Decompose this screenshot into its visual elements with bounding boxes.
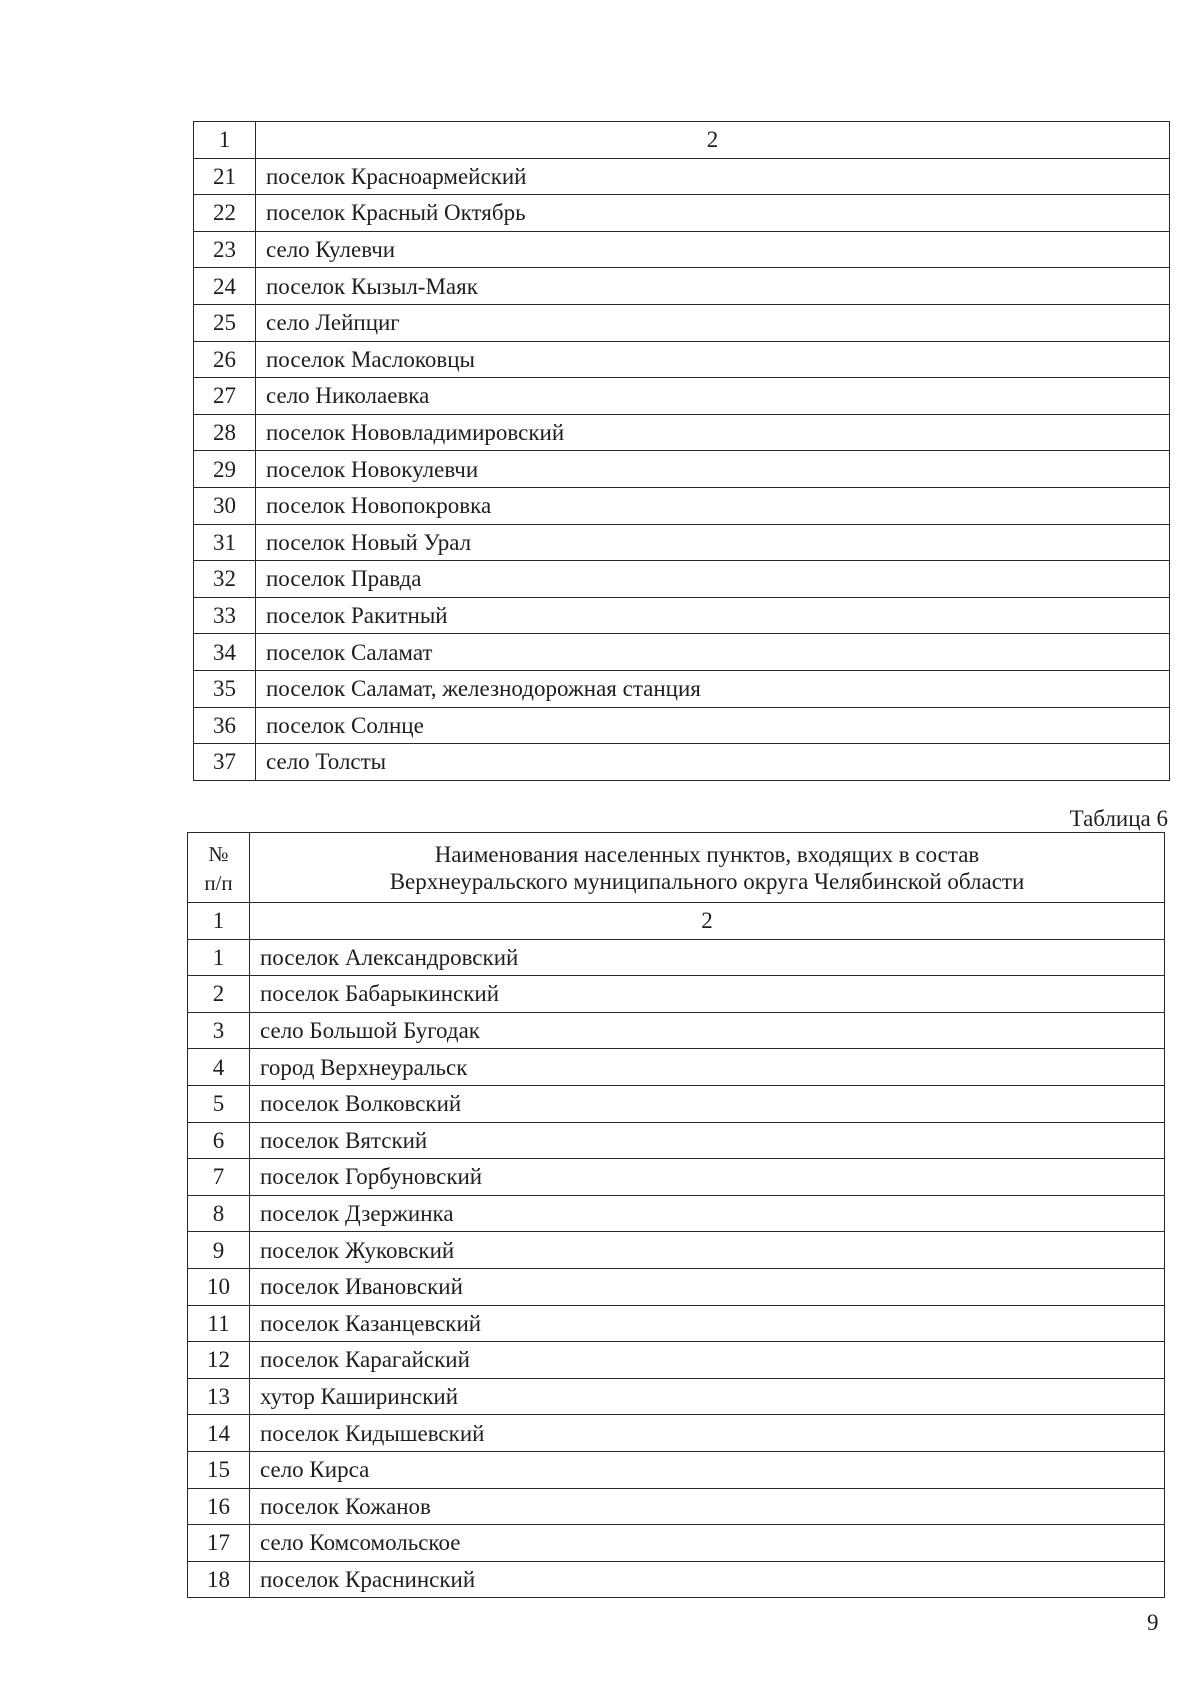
table-row: [188, 939, 1165, 976]
table-row: [194, 378, 1170, 415]
row-number: 6: [188, 1122, 250, 1159]
table-row: [188, 1195, 1165, 1232]
table-row: [188, 1342, 1165, 1379]
row-number: 22: [194, 195, 256, 232]
table-row: [194, 670, 1170, 707]
settlement-name: поселок Кызыл-Маяк: [256, 268, 1170, 305]
settlement-name: поселок Саламат: [256, 634, 1170, 671]
table-header-row: [188, 833, 1165, 903]
table-row: [188, 1305, 1165, 1342]
table-row: [194, 414, 1170, 451]
settlement-name: город Верхнеуральск: [250, 1049, 1165, 1086]
row-number: 8: [188, 1195, 250, 1232]
table-body: [188, 833, 1165, 1598]
settlement-name: поселок Маслоковцы: [256, 341, 1170, 378]
table-row: [188, 1525, 1165, 1562]
row-number: 36: [194, 707, 256, 744]
settlement-name: село Толсты: [256, 744, 1170, 781]
row-number: 14: [188, 1415, 250, 1452]
header-number-cell: [188, 833, 250, 903]
settlement-name: поселок Новопокровка: [256, 487, 1170, 524]
table-row: [194, 561, 1170, 598]
row-number: 32: [194, 561, 256, 598]
settlement-name: поселок Новокулевчи: [256, 451, 1170, 488]
settlement-name: поселок Вятский: [250, 1122, 1165, 1159]
table-6-label: Таблица 6: [1069, 806, 1168, 831]
column-number-1: 1: [194, 122, 256, 159]
row-number: 27: [194, 378, 256, 415]
table-row: [188, 1268, 1165, 1305]
table-row: [188, 976, 1165, 1013]
header-name-line-2: Верхнеуральского муниципального округа Челябинской области: [389, 868, 1025, 894]
settlement-name: поселок Александровский: [250, 939, 1165, 976]
settlement-name: поселок Дзержинка: [250, 1195, 1165, 1232]
row-number: 28: [194, 414, 256, 451]
settlement-name: село Большой Бугодак: [250, 1012, 1165, 1049]
table-row: [188, 1415, 1165, 1452]
settlement-name: поселок Ракитный: [256, 597, 1170, 634]
table-row: [194, 231, 1170, 268]
settlement-name: поселок Красноармейский: [256, 158, 1170, 195]
row-number: 34: [194, 634, 256, 671]
settlement-name: хутор Каширинский: [250, 1378, 1165, 1415]
row-number: 21: [194, 158, 256, 195]
row-number: 33: [194, 597, 256, 634]
page-number: 9: [1147, 1610, 1159, 1635]
row-number: 29: [194, 451, 256, 488]
row-number: 23: [194, 231, 256, 268]
table-row: [188, 1085, 1165, 1122]
settlement-name: поселок Красный Октябрь: [256, 195, 1170, 232]
row-number: 37: [194, 744, 256, 781]
row-number: 31: [194, 524, 256, 561]
settlement-name: поселок Волковский: [250, 1085, 1165, 1122]
settlement-name: поселок Казанцевский: [250, 1305, 1165, 1342]
table-row: [194, 158, 1170, 195]
row-number: 25: [194, 304, 256, 341]
table-row: [188, 1049, 1165, 1086]
column-number-1: 1: [188, 903, 250, 940]
settlement-name: поселок Карагайский: [250, 1342, 1165, 1379]
column-number-2: 2: [250, 903, 1165, 940]
settlement-name: поселок Правда: [256, 561, 1170, 598]
row-number: 17: [188, 1525, 250, 1562]
header-number-line-2: п/п: [204, 870, 233, 895]
table-row: [188, 1122, 1165, 1159]
table-row: [194, 341, 1170, 378]
table-row: [188, 1488, 1165, 1525]
column-number-2: 2: [256, 122, 1170, 159]
row-number: 9: [188, 1232, 250, 1269]
table-row: [188, 1159, 1165, 1196]
column-number-row: [188, 903, 1165, 940]
settlement-name: поселок Солнце: [256, 707, 1170, 744]
table-row: [194, 524, 1170, 561]
table-row: [188, 1561, 1165, 1598]
settlement-name: поселок Бабарыкинский: [250, 976, 1165, 1013]
settlement-name: поселок Жуковский: [250, 1232, 1165, 1269]
table-row: [194, 195, 1170, 232]
row-number: 24: [194, 268, 256, 305]
row-number: 16: [188, 1488, 250, 1525]
settlement-name: поселок Горбуновский: [250, 1159, 1165, 1196]
table-row: [194, 707, 1170, 744]
row-number: 1: [188, 939, 250, 976]
settlement-name: село Кирса: [250, 1451, 1165, 1488]
header-name-cell: [250, 833, 1165, 903]
settlement-name: село Кулевчи: [256, 231, 1170, 268]
settlement-name: поселок Кидышевский: [250, 1415, 1165, 1452]
row-number: 11: [188, 1305, 250, 1342]
table-row: [188, 1232, 1165, 1269]
settlement-name: поселок Новый Урал: [256, 524, 1170, 561]
row-number: 18: [188, 1561, 250, 1598]
row-number: 2: [188, 976, 250, 1013]
settlement-name: поселок Кожанов: [250, 1488, 1165, 1525]
row-number: 4: [188, 1049, 250, 1086]
settlement-name: поселок Ивановский: [250, 1268, 1165, 1305]
row-number: 3: [188, 1012, 250, 1049]
table-row: [194, 487, 1170, 524]
header-number-line-1: №: [208, 842, 229, 867]
table-row: [188, 1378, 1165, 1415]
row-number: 13: [188, 1378, 250, 1415]
row-number: 5: [188, 1085, 250, 1122]
row-number: 10: [188, 1268, 250, 1305]
row-number: 7: [188, 1159, 250, 1196]
table-row: [194, 451, 1170, 488]
settlement-name: поселок Нововладимировский: [256, 414, 1170, 451]
settlement-name: село Николаевка: [256, 378, 1170, 415]
table-row: [194, 744, 1170, 781]
column-number-row: [194, 122, 1170, 159]
row-number: 30: [194, 487, 256, 524]
settlement-name: село Лейпциг: [256, 304, 1170, 341]
settlements-table-6: [187, 832, 1165, 1598]
row-number: 35: [194, 670, 256, 707]
row-number: 26: [194, 341, 256, 378]
table-row: [194, 597, 1170, 634]
settlement-name: поселок Саламат, железнодорожная станция: [256, 670, 1170, 707]
settlement-name: село Комсомольское: [250, 1525, 1165, 1562]
table-row: [194, 634, 1170, 671]
table-body: [194, 122, 1170, 781]
settlements-table-continued: [193, 121, 1170, 781]
header-name-line-1: Наименования населенных пунктов, входящих в состав: [434, 842, 980, 868]
table-row: [188, 1012, 1165, 1049]
settlement-name: поселок Краснинский: [250, 1561, 1165, 1598]
row-number: 12: [188, 1342, 250, 1379]
table-row: [194, 268, 1170, 305]
table-row: [188, 1451, 1165, 1488]
table-row: [194, 304, 1170, 341]
row-number: 15: [188, 1451, 250, 1488]
